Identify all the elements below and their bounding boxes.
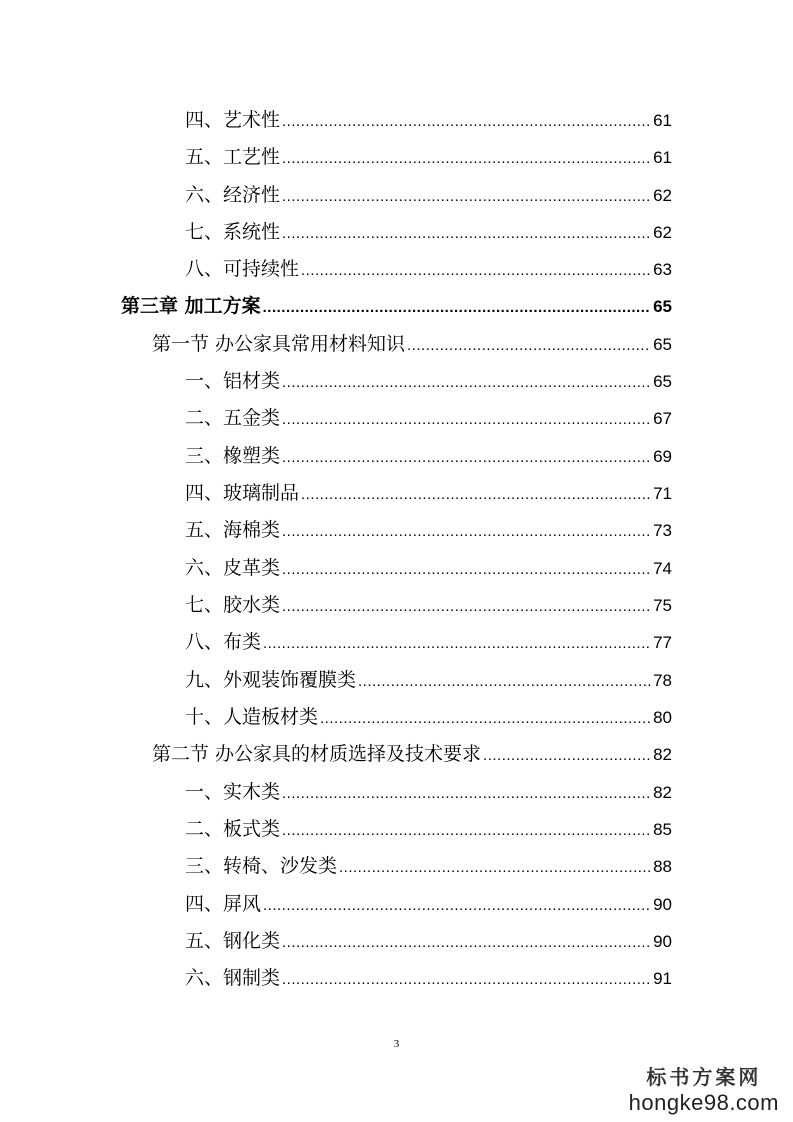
toc-entry-title: 五、工艺性 [185, 146, 281, 168]
toc-entry-title: 八、布类 [185, 631, 262, 653]
toc-entry[interactable] [185, 105, 672, 135]
toc-entry-title: 九、外观装饰覆膜类 [185, 669, 357, 691]
toc-entry-page: 80 [653, 708, 672, 727]
toc-entry-page: 90 [653, 895, 672, 914]
toc-chapter[interactable] [121, 291, 672, 321]
dot-leader [282, 443, 651, 473]
page-number: 3 [393, 1038, 400, 1050]
toc-section-page: 65 [653, 335, 672, 354]
toc-section-page: 82 [653, 745, 672, 764]
toc-entry-page: 77 [653, 633, 672, 652]
toc-chapter-title: 第三章 加工方案 [121, 295, 261, 317]
toc-entry-page: 73 [653, 521, 672, 540]
toc-entry-page: 74 [653, 559, 672, 578]
toc-entry[interactable] [185, 814, 672, 844]
dot-leader [263, 293, 651, 323]
dot-leader [282, 555, 651, 585]
toc-entry-title: 六、皮革类 [185, 557, 281, 579]
watermark-url: hongke98.com [628, 1090, 779, 1115]
dot-leader [282, 779, 651, 809]
toc-entry-title: 十、人造板材类 [185, 706, 319, 728]
dot-leader [282, 368, 651, 398]
dot-leader [282, 816, 651, 846]
dot-leader [407, 331, 651, 361]
toc-entry-title: 一、铝材类 [185, 370, 281, 392]
dot-leader [301, 256, 651, 286]
dot-leader [282, 592, 651, 622]
toc-entry-page: 75 [653, 596, 672, 615]
toc-entry[interactable] [185, 403, 672, 433]
dot-leader [282, 405, 651, 435]
toc-entry-title: 四、玻璃制品 [185, 482, 300, 504]
toc-section-title: 第一节 办公家具常用材料知识 [152, 333, 406, 355]
dot-leader [339, 853, 651, 883]
watermark [629, 1061, 779, 1116]
dot-leader [282, 182, 651, 212]
toc-entry-page: 85 [653, 820, 672, 839]
toc-entry[interactable] [185, 180, 672, 210]
toc-entry-title: 六、经济性 [185, 184, 281, 206]
toc-entry-title: 三、转椅、沙发类 [185, 855, 338, 877]
toc-entry-page: 63 [653, 260, 672, 279]
toc-entry-title: 六、钢制类 [185, 967, 281, 989]
toc-entry[interactable] [185, 702, 672, 732]
toc-entry-page: 69 [653, 447, 672, 466]
toc-entry[interactable] [185, 665, 672, 695]
toc-entry-page: 88 [653, 857, 672, 876]
toc-entry[interactable] [185, 963, 672, 993]
toc-entry-title: 八、可持续性 [185, 258, 300, 280]
toc-entry[interactable] [185, 627, 672, 657]
dot-leader [263, 891, 651, 921]
dot-leader [282, 965, 651, 995]
toc-entry[interactable] [185, 142, 672, 172]
toc-entry-title: 二、板式类 [185, 818, 281, 840]
toc-entry-title: 一、实木类 [185, 781, 281, 803]
toc-entry-page: 62 [653, 223, 672, 242]
toc-entry-title: 五、钢化类 [185, 930, 281, 952]
dot-leader [301, 480, 651, 510]
toc-entry-page: 67 [653, 409, 672, 428]
toc-entry[interactable] [185, 926, 672, 956]
toc-entry-page: 82 [653, 783, 672, 802]
dot-leader [282, 144, 651, 174]
toc-entry[interactable] [185, 441, 672, 471]
toc-entry[interactable] [185, 254, 672, 284]
toc-chapter-page: 65 [653, 297, 672, 316]
toc-entry[interactable] [185, 590, 672, 620]
toc-entry[interactable] [185, 478, 672, 508]
toc-section-title: 第二节 办公家具的材质选择及技术要求 [152, 743, 482, 765]
toc-entry-title: 七、系统性 [185, 221, 281, 243]
toc-entry-page: 91 [653, 969, 672, 988]
dot-leader [263, 629, 651, 659]
toc-entry[interactable] [185, 515, 672, 545]
dot-leader [282, 107, 651, 137]
toc-entry-title: 四、艺术性 [185, 109, 281, 131]
toc-entry-page: 90 [653, 932, 672, 951]
toc-entry[interactable] [185, 217, 672, 247]
toc-entry[interactable] [185, 851, 672, 881]
toc-entry-title: 三、橡塑类 [185, 445, 281, 467]
dot-leader [282, 928, 651, 958]
toc-entry-page: 61 [653, 111, 672, 130]
toc-entry-title: 四、屏风 [185, 893, 262, 915]
toc-entry-title: 七、胶水类 [185, 594, 281, 616]
dot-leader [282, 517, 651, 547]
toc-entry[interactable] [185, 553, 672, 583]
dot-leader [282, 219, 651, 249]
toc-entry-title: 五、海棉类 [185, 519, 281, 541]
toc-entry[interactable] [185, 777, 672, 807]
toc-entry-page: 71 [653, 484, 672, 503]
toc-entry-page: 62 [653, 186, 672, 205]
toc-entry-title: 二、五金类 [185, 407, 281, 429]
toc-section[interactable] [152, 329, 672, 359]
toc-entry-page: 61 [653, 148, 672, 167]
watermark-site-name: 标书方案网 [646, 1065, 762, 1089]
toc-entry[interactable] [185, 366, 672, 396]
toc-section[interactable] [152, 739, 672, 769]
toc-entry-page: 78 [653, 671, 672, 690]
toc-entry-page: 65 [653, 372, 672, 391]
dot-leader [483, 741, 651, 771]
dot-leader [320, 704, 651, 734]
toc-entry[interactable] [185, 889, 672, 919]
dot-leader [358, 667, 651, 697]
